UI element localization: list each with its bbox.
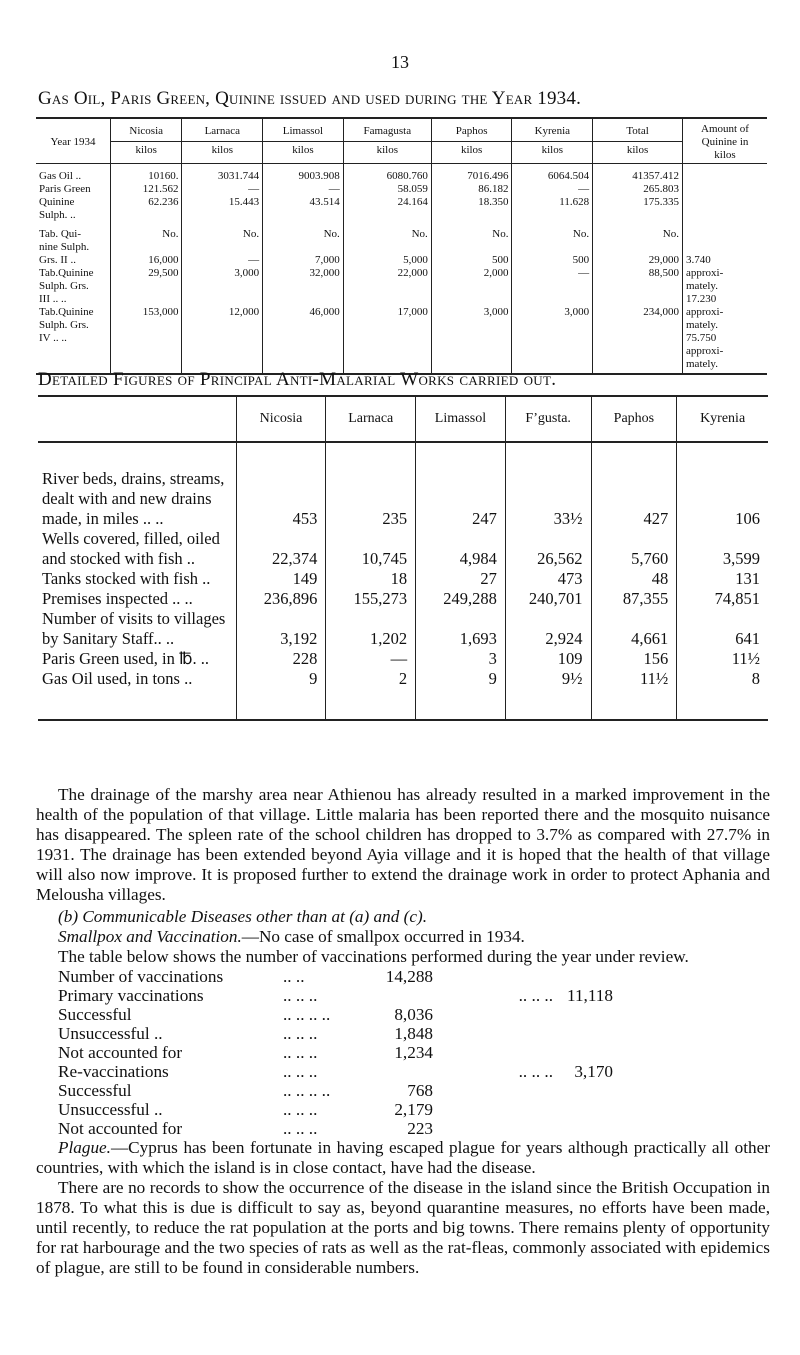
table-cell: 15.443	[182, 196, 263, 222]
table-cell: 3,599	[677, 529, 768, 569]
paragraph: The table below shows the number of vaccinations performed during the year under review.	[58, 947, 689, 966]
col-header: Paphos	[591, 396, 677, 442]
table-row	[36, 196, 767, 222]
vaccination-v1: 8,036	[394, 1005, 433, 1024]
vaccination-v1: 2,179	[394, 1100, 433, 1119]
spacer-cell	[677, 442, 768, 469]
vaccination-dots2	[433, 967, 553, 986]
table-cell: 1,202	[326, 609, 416, 649]
table-cell: 9	[416, 669, 506, 720]
row-label: Tab. Qui- nine Sulph.	[39, 228, 90, 253]
vaccination-label: Not accounted for	[58, 1043, 183, 1062]
paragraph	[36, 927, 770, 947]
table-cell: 473	[505, 569, 591, 589]
table-cell: 240,701	[505, 589, 591, 609]
table-row	[36, 267, 767, 306]
table-row	[36, 222, 767, 254]
paragraph: The drainage of the marshy area near Athienou has already resulted in a marked improvement in the health of the population of that village. Little malaria has been reported there and the mosquito nuisance has disappeared. The spleen rate of the school children has dropped to 3.7% as compared with 27.7% in 1931. The drainage has been extended beyond Ayia village and it is hoped that the health of that village will also now improve. It is proposed further to extend the drainage work in order to protect Aphania and Melousha villages.	[36, 785, 770, 904]
col-header: Nicosia	[111, 118, 182, 141]
unit-header: kilos	[343, 141, 431, 163]
table-cell: 6064.504	[512, 164, 593, 184]
table-cell: 234,000	[593, 306, 683, 374]
table-cell: 5,000	[343, 254, 431, 267]
table-cell: 32,000	[263, 267, 344, 306]
vaccination-v1	[373, 986, 433, 1005]
col-header: Paphos	[431, 118, 512, 141]
vaccination-label: Primary vaccinations	[58, 986, 204, 1005]
table-cell: 17,000	[343, 306, 431, 374]
table-cell: 88,500	[593, 267, 683, 306]
table-cell: 153,000	[111, 306, 182, 374]
vaccination-dots1: .. .. .. ..	[283, 1005, 331, 1024]
table-cell: 24.164	[343, 196, 431, 222]
col-header: Limassol	[263, 118, 344, 141]
spacer-cell	[38, 442, 236, 469]
vaccination-dots1: .. .. ..	[283, 1119, 318, 1138]
vaccination-v2: 3,170	[574, 1062, 613, 1081]
table-cell: No.	[431, 222, 512, 254]
vaccination-dots1: .. .. ..	[283, 1043, 318, 1062]
table-cell: 62.236	[111, 196, 182, 222]
vaccination-dots2	[433, 1100, 553, 1119]
table-cell: 58.059	[343, 183, 431, 196]
table-cell: 86.182	[431, 183, 512, 196]
table-cell: 247	[416, 469, 506, 529]
row-label: Paris Green	[39, 183, 91, 195]
table-cell: 12,000	[182, 306, 263, 374]
table-cell: 22,000	[343, 267, 431, 306]
table-cell: 7,000	[263, 254, 344, 267]
vaccination-dots2	[433, 1043, 553, 1062]
vaccination-dots2	[433, 1024, 553, 1043]
unit-header: kilos	[182, 141, 263, 163]
table-row	[38, 649, 768, 669]
vaccination-label: Successful	[58, 1005, 132, 1024]
table-cell: 500	[431, 254, 512, 267]
spacer-cell	[326, 442, 416, 469]
vaccination-label: Re-vaccinations	[58, 1062, 169, 1081]
vaccination-v2	[553, 1024, 613, 1043]
vaccination-v1: 768	[407, 1081, 433, 1100]
table-cell: No.	[343, 222, 431, 254]
row-label: Tab.Quinine Sulph. Grs. IV .. ..	[36, 306, 111, 374]
table-cell: 427	[591, 469, 677, 529]
row-label: River beds, drains, streams, dealt with and new drains made, in miles .. ..	[42, 469, 225, 528]
amount-cell	[683, 164, 768, 184]
vaccination-dots1: .. .. ..	[283, 986, 318, 1005]
row-label: Tab.Quinine Sulph. Grs. III .. ..	[39, 267, 94, 305]
table-cell: 1,693	[416, 609, 506, 649]
row-label: Premises inspected .. ..	[42, 589, 193, 608]
vaccination-dots1: .. .. ..	[283, 1024, 318, 1043]
vaccination-v2	[553, 967, 613, 986]
amount-cell	[683, 196, 768, 222]
table-row	[38, 569, 768, 589]
table-cell: 121.562	[111, 183, 182, 196]
table-cell: 87,355	[591, 589, 677, 609]
vaccination-label: Successful	[58, 1081, 132, 1100]
table-cell: 131	[677, 569, 768, 589]
table-cell: No.	[182, 222, 263, 254]
row-label: Gas Oil used, in tons ..	[38, 669, 236, 720]
table-cell: 149	[236, 569, 326, 589]
table-cell: 4,661	[591, 609, 677, 649]
spacer-cell	[505, 442, 591, 469]
row-label: Gas Oil ..	[39, 170, 82, 182]
vaccination-dots2	[433, 1081, 553, 1100]
table-cell: 155,273	[326, 589, 416, 609]
table-cell: 109	[505, 649, 591, 669]
quinine-table	[36, 117, 767, 375]
table-row	[38, 609, 768, 649]
spacer-cell	[416, 442, 506, 469]
table-cell: 3,000	[182, 267, 263, 306]
table-cell: No.	[263, 222, 344, 254]
row-label: Grs. II ..	[39, 254, 76, 266]
table-cell: 27	[416, 569, 506, 589]
page-number: 13	[391, 52, 409, 72]
col-header: Larnaca	[326, 396, 416, 442]
unit-header: kilos	[593, 141, 683, 163]
paragraph: There are no records to show the occurrence of the disease in the island since the British Occupation in 1878. To what this is due is difficult to say as, beyond quarantine measures, no efforts have been made, until recently, to reduce the rat population at the ports and big towns. There remains plenty of opportunity for rat harbourage and the two species of rats as well as the rat-fleas, commonly associated with epidemics of plague, are still to be found in considerable numbers.	[36, 1178, 770, 1277]
vaccination-v2	[553, 1005, 613, 1024]
run-in-heading: Plague.	[58, 1138, 111, 1157]
vaccination-v2	[553, 1119, 613, 1138]
vaccination-row	[58, 1081, 613, 1100]
col-header: F’gusta.	[505, 396, 591, 442]
table-cell: —	[326, 649, 416, 669]
col-header: Larnaca	[182, 118, 263, 141]
table-cell: 18.350	[431, 196, 512, 222]
table-cell: No.	[512, 222, 593, 254]
table-cell: 33½	[505, 469, 591, 529]
unit-header: kilos	[431, 141, 512, 163]
table-cell: 11½	[677, 649, 768, 669]
table-cell: 2,000	[431, 267, 512, 306]
vaccination-row	[58, 1043, 613, 1062]
table-cell: 249,288	[416, 589, 506, 609]
vaccination-v1: 1,848	[394, 1024, 433, 1043]
amount-cell	[683, 222, 768, 254]
table-cell: 29,500	[111, 267, 182, 306]
row-label: Number of visits to villages by Sanitary Staff.. ..	[42, 609, 226, 648]
table-cell: 3,000	[512, 306, 593, 374]
amount-cell: approxi- mately. 17.230	[683, 267, 768, 306]
table-cell: 16,000	[111, 254, 182, 267]
vaccination-v2	[553, 1081, 613, 1100]
table-cell: 46,000	[263, 306, 344, 374]
vaccination-label: Not accounted for	[58, 1119, 183, 1138]
table-cell: 9003.908	[263, 164, 344, 184]
vaccination-v2	[553, 1100, 613, 1119]
vaccination-dots2	[433, 1119, 553, 1138]
table-cell: —	[512, 183, 593, 196]
table-cell: 2	[326, 669, 416, 720]
table-cell: 3,192	[236, 609, 326, 649]
table-cell: 175.335	[593, 196, 683, 222]
vaccination-v2	[553, 1043, 613, 1062]
table-cell: 10,745	[326, 529, 416, 569]
vaccination-dots1: .. .. ..	[283, 1100, 318, 1119]
vaccination-dots2: .. .. ..	[518, 986, 553, 1005]
vaccination-label: Number of vaccinations	[58, 967, 224, 986]
spacer-cell	[236, 442, 326, 469]
amount-header: Amount of Quinine in kilos	[683, 118, 768, 164]
table-cell: 235	[326, 469, 416, 529]
vaccination-row	[58, 1119, 613, 1138]
col-header: Famagusta	[343, 118, 431, 141]
vaccination-label: Unsuccessful ..	[58, 1024, 163, 1043]
vaccination-row	[58, 1005, 613, 1024]
vaccination-v1	[373, 1062, 433, 1081]
unit-header: kilos	[263, 141, 344, 163]
table-cell: 10160.	[111, 164, 182, 184]
table-cell: 6080.760	[343, 164, 431, 184]
table-row	[38, 469, 768, 529]
table-cell: 29,000	[593, 254, 683, 267]
table-cell: 5,760	[591, 529, 677, 569]
table-cell: 4,984	[416, 529, 506, 569]
table-cell: 3,000	[431, 306, 512, 374]
table2-title: Detailed Figures of Principal Anti-Malarial Works carried out.	[38, 369, 557, 390]
table-cell: No.	[111, 222, 182, 254]
paragraph	[36, 1138, 770, 1178]
row-label: Paris Green used, in ℔. ..	[42, 649, 210, 668]
row-label: Quinine Sulph. ..	[39, 196, 76, 221]
col-header: Total	[593, 118, 683, 141]
table-cell: 9½	[505, 669, 591, 720]
blank-header	[38, 396, 236, 442]
table-cell: 106	[677, 469, 768, 529]
row-label: Wells covered, filled, oiled and stocked with fish ..	[42, 529, 220, 568]
table-cell: 3031.744	[182, 164, 263, 184]
table-cell: —	[512, 267, 593, 306]
paragraph-text: —No case of smallpox occurred in 1934.	[241, 927, 525, 946]
vaccination-v1: 14,288	[385, 967, 433, 986]
table-row	[36, 183, 767, 196]
table-cell: 9	[236, 669, 326, 720]
vaccination-row	[58, 986, 613, 1005]
table-cell: 48	[591, 569, 677, 589]
col-header: Limassol	[416, 396, 506, 442]
run-in-heading: Smallpox and Vaccination.	[58, 927, 242, 946]
table-cell: —	[263, 183, 344, 196]
paragraph-text: —Cyprus has been fortunate in having escaped plague for years although practically all other countries, with which the island is in close contact, have had the disease.	[36, 1138, 770, 1177]
table-cell: 156	[591, 649, 677, 669]
vaccination-v1: 1,234	[394, 1043, 433, 1062]
table-cell: 11.628	[512, 196, 593, 222]
table-cell: 500	[512, 254, 593, 267]
table-cell: 26,562	[505, 529, 591, 569]
vaccination-row	[58, 1024, 613, 1043]
vaccination-label: Unsuccessful ..	[58, 1100, 163, 1119]
col-header: Nicosia	[236, 396, 326, 442]
vaccination-row	[58, 1100, 613, 1119]
vaccination-dots2: .. .. ..	[518, 1062, 553, 1081]
vaccination-v2: 11,118	[567, 986, 613, 1005]
table-cell: 7016.496	[431, 164, 512, 184]
table-row	[38, 669, 768, 720]
table-row	[38, 589, 768, 609]
amount-cell: approxi- mately. 75.750 approxi- mately.	[683, 306, 768, 374]
spacer-row	[38, 442, 768, 469]
table-cell: 641	[677, 609, 768, 649]
amount-cell: 3.740	[683, 254, 768, 267]
table-cell: 11½	[591, 669, 677, 720]
table1-title: Gas Oil, Paris Green, Quinine issued and used during the Year 1934.	[38, 88, 582, 109]
amount-cell	[683, 183, 768, 196]
vaccination-dots1: .. .. .. ..	[283, 1081, 331, 1100]
table-cell: 18	[326, 569, 416, 589]
table-cell: —	[182, 254, 263, 267]
vaccination-table	[58, 967, 613, 1138]
vaccination-dots1: .. ..	[283, 967, 305, 986]
table-row	[36, 164, 767, 184]
row-label: Tanks stocked with fish ..	[42, 569, 211, 588]
table-cell: No.	[593, 222, 683, 254]
table-cell: 3	[416, 649, 506, 669]
vaccination-dots1: .. .. ..	[283, 1062, 318, 1081]
table-cell: 43.514	[263, 196, 344, 222]
unit-header: kilos	[111, 141, 182, 163]
table-row	[36, 254, 767, 267]
body-text	[36, 785, 770, 1278]
table-cell: 265.803	[593, 183, 683, 196]
table-cell: 41357.412	[593, 164, 683, 184]
table-row	[38, 529, 768, 569]
vaccination-v1: 223	[407, 1119, 433, 1138]
table-cell: 453	[236, 469, 326, 529]
anti-malarial-table	[38, 395, 768, 721]
vaccination-row	[58, 1062, 613, 1081]
table-cell: 74,851	[677, 589, 768, 609]
vaccination-row	[58, 967, 613, 986]
table-cell: —	[182, 183, 263, 196]
vaccination-dots2	[433, 1005, 553, 1024]
table-cell: 8	[677, 669, 768, 720]
table-cell: 228	[236, 649, 326, 669]
table-cell: 2,924	[505, 609, 591, 649]
table-cell: 22,374	[236, 529, 326, 569]
col-header: Kyrenia	[512, 118, 593, 141]
table-cell: 236,896	[236, 589, 326, 609]
spacer-cell	[591, 442, 677, 469]
unit-header: kilos	[512, 141, 593, 163]
section-heading: (b) Communicable Diseases other than at (a) and (c).	[58, 907, 427, 926]
col-header: Kyrenia	[677, 396, 768, 442]
year-header: Year 1934	[36, 118, 111, 164]
table-row	[36, 306, 767, 374]
